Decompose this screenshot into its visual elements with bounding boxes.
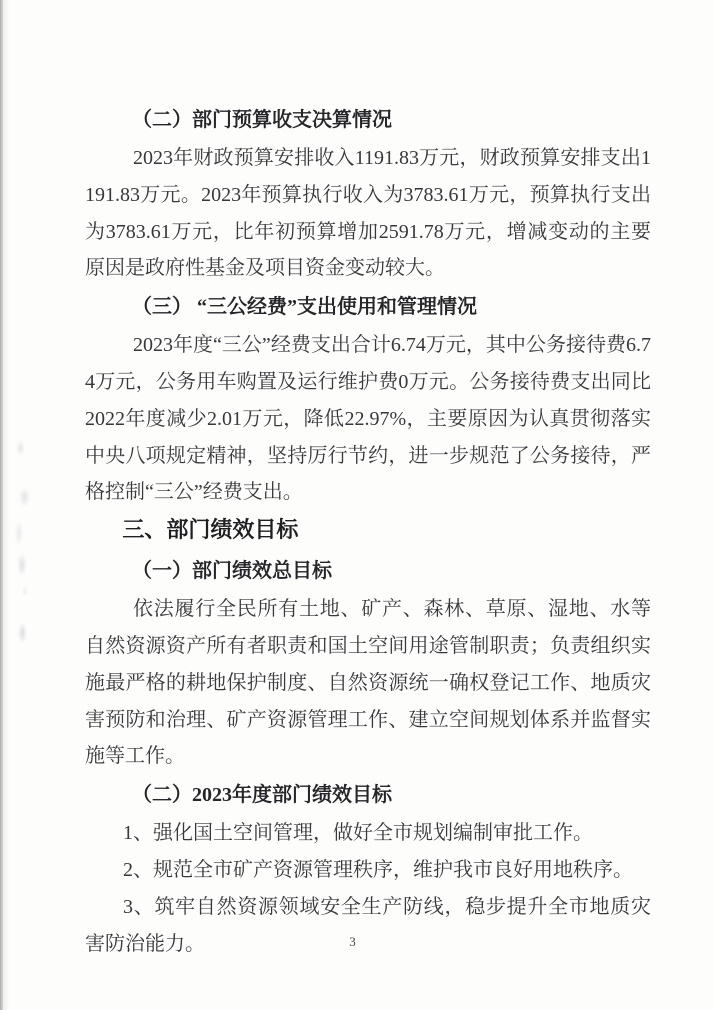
heading-department-performance-goals: 三、部门绩效目标 (122, 518, 299, 544)
list-item-goal-2: 2、规范全市矿产资源管理秩序，维护我市良好用地秩序。 (123, 858, 633, 881)
page-left-edge-shadow (3, 0, 10, 1010)
heading-overall-performance-goal: （一）部门绩效总目标 (132, 560, 332, 583)
scan-smudge (15, 520, 23, 546)
paragraph-three-public-expense-details: 2023年度“三公”经费支出合计6.74万元，其中公务接待费6.74万元，公务用车购置及运行维护费0万元。公务接待费支出同比2022年度减少2.01万元，降低22.97%，主要原因为认真贯彻落实中央八项规定精神，坚持厉行节约，进一步规范了公务接待，严格控制“三公”经费支出。 (85, 334, 651, 504)
scan-smudge (17, 553, 27, 577)
paragraph-budget-figures: 2023年财政预算安排收入1191.83万元，财政预算安排支出1191.83万元。2023年预算执行收入为3783.61万元，预算执行支出为3783.61万元，比年初预算增加2591.78万元，增减变动的主要原因是政府性基金及项目资金变动较大。 (85, 147, 651, 280)
scan-smudge (19, 487, 30, 507)
scan-smudge (22, 585, 28, 597)
heading-budget-final-accounts: （二）部门预算收支决算情况 (132, 109, 392, 131)
scan-smudge (16, 440, 25, 456)
page-number: 3 (349, 934, 357, 949)
heading-three-public-expenses: （三） “三公经费”支出使用和管理情况 (132, 296, 477, 319)
list-item-goal-1: 1、强化国土空间管理，做好全市规划编制审批工作。 (123, 822, 593, 845)
heading-2023-performance-goals: （二）2023年度部门绩效目标 (132, 784, 392, 807)
document-body (85, 100, 651, 962)
paragraph-overall-goal-description: 依法履行全民所有土地、矿产、森林、草原、湿地、水等自然资源资产所有者职责和国土空间用途管制职责；负责组织实施最严格的耕地保护制度、自然资源统一确权登记工作、地质灾害预防和治理、矿产资源管理工作、建立空间规划体系并监督实施等工作。 (85, 598, 651, 768)
scan-smudge (18, 622, 27, 644)
list-item-goal-3: 3、筑牢自然资源领域安全生产防线，稳步提升全市地质灾害防治能力。 (85, 895, 651, 955)
